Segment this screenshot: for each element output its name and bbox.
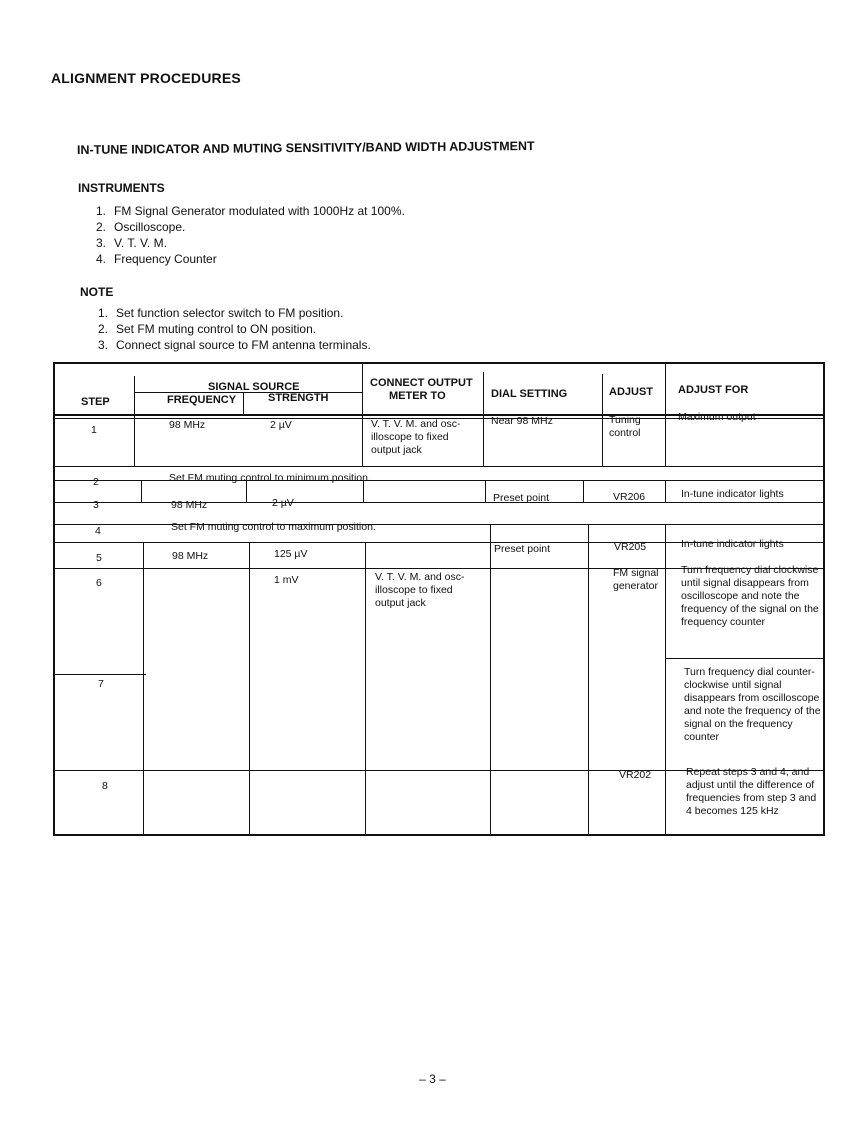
row1-frequency: 98 MHz: [169, 419, 206, 431]
row6-connect: V. T. V. M. and osc-illoscope to fixed output jack: [375, 571, 465, 609]
alignment-table: [53, 362, 825, 836]
list-item: 3. Connect signal source to FM antenna terminals.: [98, 338, 371, 352]
header-adjust-for: ADJUST FOR: [678, 384, 749, 396]
row1-adjust: Tuning control: [609, 414, 641, 439]
row3-frequency: 98 MHz: [171, 499, 208, 511]
row8-adjust-for: Repeat steps 3 and 4, and adjust until the difference of frequencies from step 3 and 4 becomes 125 kHz: [686, 766, 817, 817]
header-strength: STRENGTH: [268, 392, 329, 404]
row1-strength: 2 µV: [270, 419, 292, 431]
step-1: 1: [91, 424, 97, 436]
row1-dial: Near 98 MHz: [491, 415, 553, 427]
step-4: 4: [95, 525, 101, 537]
row1-connect: V. T. V. M. and osc-illoscope to fixed output jack: [371, 418, 461, 456]
row5-adjust-for: In-tune indicator lights: [681, 538, 784, 550]
step-8: 8: [102, 780, 108, 792]
header-connect-output: CONNECT OUTPUT: [370, 377, 473, 389]
header-dial-setting: DIAL SETTING: [491, 388, 568, 400]
list-item: 2. Oscilloscope.: [96, 220, 186, 234]
list-item: 2. Set FM muting control to ON position.: [98, 322, 317, 336]
header-adjust: ADJUST: [609, 386, 654, 398]
note-list: [98, 305, 371, 353]
row5-dial: Preset point: [494, 543, 551, 555]
page-number: – 3 –: [419, 1072, 446, 1086]
step-3: 3: [93, 499, 99, 511]
step-6: 6: [96, 577, 102, 589]
step-2: 2: [93, 476, 99, 488]
row3-strength: 2 µV: [272, 497, 294, 509]
note-heading: NOTE: [80, 285, 114, 299]
row4-text: Set FM muting control to maximum position.: [171, 521, 376, 533]
row2-text: Set FM muting control to minimum position.: [169, 472, 371, 484]
instruments-list: [96, 203, 405, 267]
row7-adjust-for: Turn frequency dial counter-clockwise until signal disappears from oscilloscope and note the frequency of the signal on the frequency counter: [684, 666, 821, 743]
list-item: 3. V. T. V. M.: [96, 236, 167, 250]
instruments-heading: INSTRUMENTS: [78, 181, 165, 195]
row6-strength: 1 mV: [274, 574, 299, 586]
step-7: 7: [98, 678, 104, 690]
row5-strength: 125 µV: [274, 548, 308, 560]
row8-adjust: VR202: [619, 769, 652, 781]
row6-adjust: FM signal generator: [613, 567, 659, 592]
row6-adjust-for: Turn frequency dial clockwise until signal disappears from oscilloscope and note the frequency of the signal on the frequency counter: [681, 564, 819, 628]
header-signal-source: SIGNAL SOURCE: [208, 381, 300, 393]
list-item: 4. Frequency Counter: [96, 252, 217, 266]
row3-adjust-for: In-tune indicator lights: [681, 488, 784, 500]
list-item: 1. FM Signal Generator modulated with 1000Hz at 100%.: [96, 204, 405, 218]
row3-adjust: VR206: [613, 491, 646, 503]
row3-dial: Preset point: [493, 492, 550, 504]
section-title: IN-TUNE INDICATOR AND MUTING SENSITIVITY/BAND WIDTH ADJUSTMENT: [76, 139, 535, 157]
row5-adjust: VR205: [614, 541, 647, 553]
row5-frequency: 98 MHz: [172, 550, 209, 562]
row1-adjust-for: Maximum output: [678, 411, 756, 423]
header-meter-to: METER TO: [389, 390, 446, 402]
header-step: STEP: [81, 396, 110, 408]
page-title: ALIGNMENT PROCEDURES: [51, 70, 241, 86]
header-frequency: FREQUENCY: [167, 394, 237, 406]
list-item: 1. Set function selector switch to FM position.: [98, 306, 344, 320]
step-5: 5: [96, 552, 102, 564]
